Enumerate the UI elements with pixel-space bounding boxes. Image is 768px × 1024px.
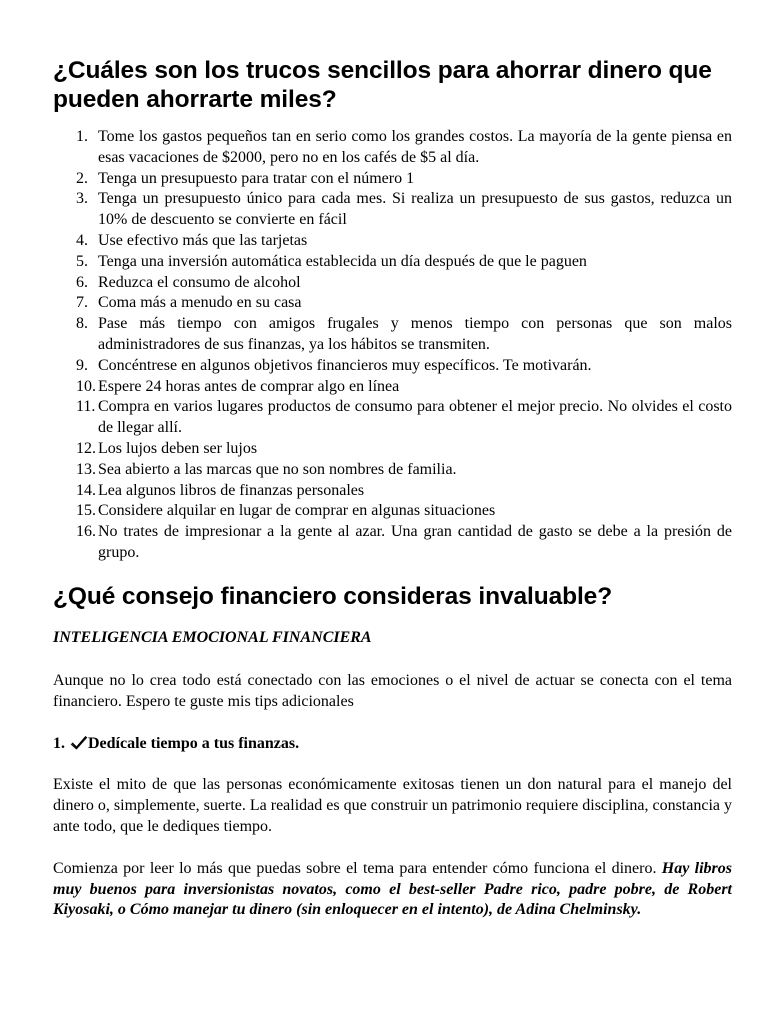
list-item-number: 9.	[76, 356, 88, 374]
list-item	[53, 522, 732, 564]
list-item-number: 7.	[76, 294, 88, 312]
list-item-text: Tome los gastos pequeños tan en serio como los grandes costos. La mayoría de la gente piensa en esas vacaciones de $2000, pero no en los cafés de $5 al día.	[98, 128, 732, 166]
list-item-number: 15.	[76, 502, 96, 520]
list-item	[53, 231, 732, 252]
body-paragraph-2-text: Comienza por leer lo más que puedas sobre el tema para entender cómo funciona el dinero.	[53, 859, 662, 877]
list-item-number: 13.	[76, 460, 96, 478]
list-item-text: Reduzca el consumo de alcohol	[98, 273, 301, 291]
list-item	[53, 501, 732, 522]
list-item-text: Espere 24 horas antes de comprar algo en línea	[98, 377, 400, 395]
list-item	[53, 273, 732, 294]
list-item-text: Coma más a menudo en su casa	[98, 294, 302, 312]
list-item	[53, 377, 732, 398]
list-item	[53, 169, 732, 190]
list-item-text: Compra en varios lugares productos de consumo para obtener el mejor precio. No olvides el costo de llegar allí.	[98, 398, 732, 437]
list-item	[53, 439, 732, 460]
list-item-number: 10.	[76, 377, 96, 395]
section-1-heading: ¿Cuáles son los trucos sencillos para ahorrar dinero que pueden ahorrarte miles?	[53, 57, 712, 113]
list-item-text: Tenga un presupuesto para tratar con el número 1	[98, 169, 415, 187]
list-item-number: 4.	[76, 231, 88, 249]
section-2-heading: ¿Qué consejo financiero consideras invaluable?	[53, 582, 613, 610]
list-item-number: 5.	[76, 252, 88, 270]
list-item	[53, 127, 732, 169]
list-item-text: Los lujos deben ser lujos	[98, 439, 258, 457]
list-item-number: 2.	[76, 169, 88, 187]
check-icon	[70, 734, 88, 750]
list-item	[53, 481, 732, 502]
list-item-text: Lea algunos libros de finanzas personales	[98, 481, 365, 499]
list-item-text: No trates de impresionar a la gente al azar. Una gran cantidad de gasto se debe a la presión de grupo.	[98, 523, 732, 561]
point-heading	[53, 733, 732, 754]
list-item-number: 3.	[76, 190, 88, 208]
list-item-number: 6.	[76, 273, 88, 291]
point-number: 1.	[53, 735, 65, 753]
body-paragraph-2	[53, 859, 732, 921]
body-paragraph-2-emphasis: Hay libros muy buenos para inversionistas novatos, como el best-seller Padre rico, padre pobre, de Robert Kiyosaki, o Cómo manejar tu dinero (sin enloquecer en el intento), de Adina Chelminsky.	[53, 859, 733, 919]
list-item	[53, 252, 732, 273]
list-item-text: Considere alquilar en lugar de comprar en algunas situaciones	[98, 502, 496, 520]
list-item	[53, 314, 732, 356]
point-title: Dedícale tiempo a tus finanzas.	[88, 735, 300, 753]
body-paragraph-1: Existe el mito de que las personas económicamente exitosas tienen un don natural para el manejo del dinero o, simplemente, suerte. La realidad es que construir un patrimonio requiere disciplina, constancia y ante todo, que le dediques tiempo.	[53, 776, 732, 835]
list-item-number: 16.	[76, 523, 96, 541]
list-item	[53, 460, 732, 481]
list-item	[53, 189, 732, 231]
section-subtitle: INTELIGENCIA EMOCIONAL FINANCIERA	[53, 628, 372, 646]
list-item-text: Concéntrese en algunos objetivos financieros muy específicos. Te motivarán.	[98, 356, 592, 374]
list-item-text: Tenga un presupuesto único para cada mes. Si realiza un presupuesto de sus gastos, reduzca un 10% de descuento se convierte en fácil	[98, 190, 732, 229]
list-item	[53, 293, 732, 314]
list-item	[53, 397, 732, 439]
list-item	[53, 356, 732, 377]
list-item-text: Pase más tiempo con amigos frugales y menos tiempo con personas que son malos administradores de sus finanzas, ya los hábitos se transmiten.	[98, 315, 732, 353]
list-item-text: Tenga una inversión automática establecida un día después de que le paguen	[98, 252, 587, 270]
list-item-text: Use efectivo más que las tarjetas	[98, 231, 308, 249]
list-item-text: Sea abierto a las marcas que no son nombres de familia.	[98, 460, 457, 478]
intro-paragraph: Aunque no lo crea todo está conectado con las emociones o el nivel de actuar se conecta con el tema financiero. Espero te guste mis tips adicionales	[53, 671, 732, 710]
list-item-number: 12.	[76, 439, 96, 457]
list-item-number: 14.	[76, 481, 96, 499]
tips-list	[53, 127, 732, 564]
list-item-number: 11.	[76, 398, 96, 416]
list-item-number: 1.	[76, 128, 88, 145]
list-item-number: 8.	[76, 315, 88, 333]
